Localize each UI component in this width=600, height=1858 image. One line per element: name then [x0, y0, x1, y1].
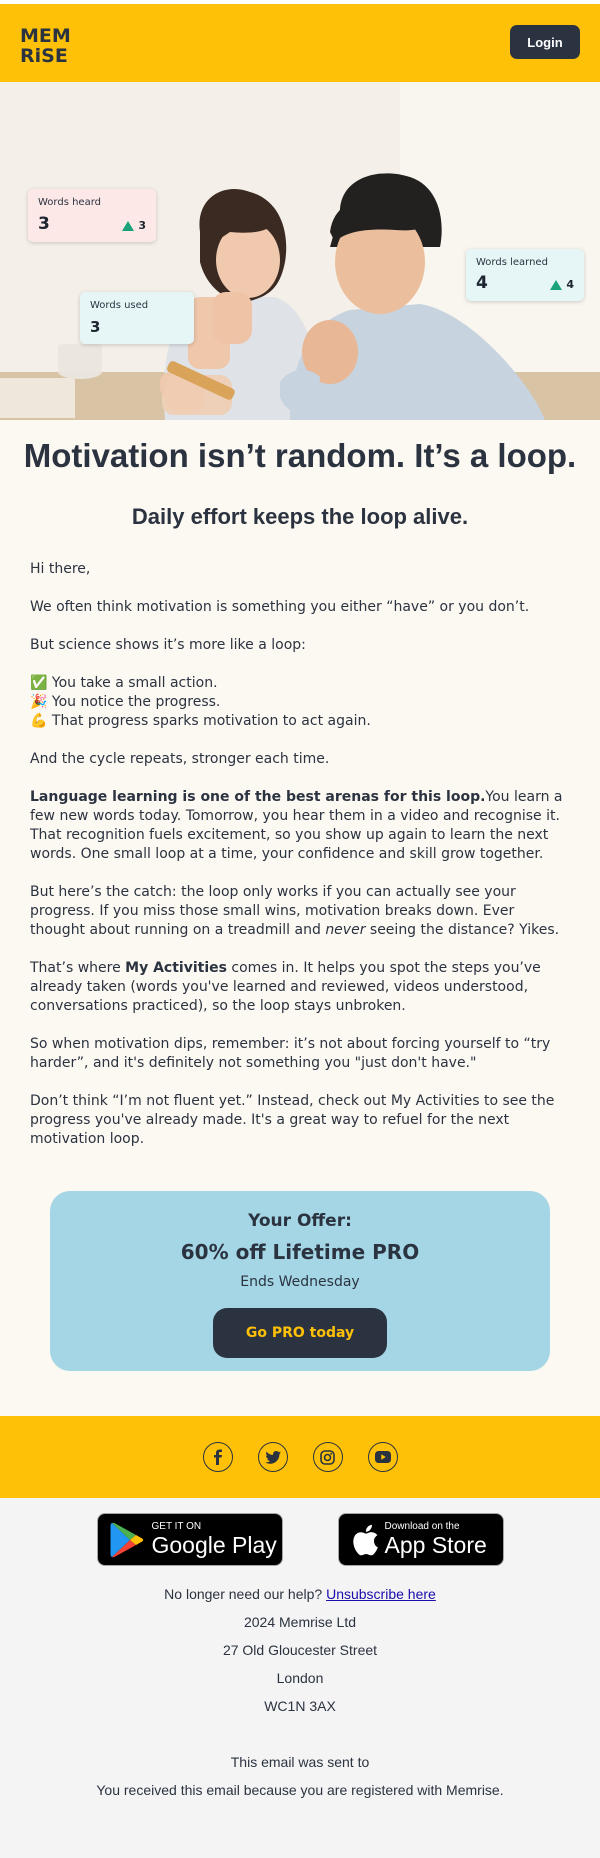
paragraph-1: We often think motivation is something you either “have” or you don’t. [30, 599, 530, 615]
greeting: Hi there, [30, 561, 91, 577]
offer-card [50, 1191, 550, 1371]
offer-ends: Ends Wednesday [240, 1274, 360, 1290]
store-badges [0, 1513, 600, 1566]
google-play-small-text: GET IT ON [151, 1521, 202, 1532]
loop-list [30, 674, 570, 731]
paragraph-2: But science shows it’s more like a loop: [30, 637, 306, 653]
reason-text: You received this email because you are registered with Memrise. [96, 1782, 504, 1798]
header [0, 4, 600, 82]
app-store-big-text: App Store [384, 1532, 487, 1558]
card-value: 3 [38, 214, 50, 234]
paragraph-4-bold: Language learning is one of the best arenas for this loop. [30, 789, 486, 805]
hero-image [0, 82, 600, 420]
muscle-icon: 💪 [30, 713, 48, 729]
logo-line1: MEM [20, 25, 71, 47]
loop-step-1: You take a small action. [51, 675, 218, 691]
card-delta [122, 219, 146, 232]
party-icon: 🎉 [30, 694, 48, 710]
email-body [0, 560, 600, 1185]
youtube-icon[interactable] [368, 1442, 398, 1472]
address-city: London [276, 1670, 324, 1686]
sent-to-text: This email was sent to [230, 1754, 370, 1770]
apple-icon [351, 1523, 379, 1557]
google-play-badge[interactable] [97, 1513, 283, 1566]
app-store-small-text: Download on the [384, 1521, 460, 1532]
words-used-card [80, 292, 194, 344]
paragraph-4 [30, 788, 570, 864]
delta-value: 4 [566, 278, 574, 291]
twitter-icon[interactable] [258, 1442, 288, 1472]
address-street: 27 Old Gloucester Street [222, 1642, 378, 1658]
my-activities-text: My Activities [125, 960, 227, 976]
paragraph-7: So when motivation dips, remember: it’s not about forcing yourself to “try harder”, and it's definitely not something you "just don't have." [30, 1036, 551, 1071]
memrise-logo[interactable] [20, 26, 71, 66]
paragraph-8: Don’t think “I’m not fluent yet.” Instead, check out My Activities to see the progress you've already made. It's a great way to refuel for the next motivation loop. [30, 1093, 555, 1147]
paragraph-5-a: But here’s the catch: the loop only works if you can actually see your progress. If you miss those small wins, motivation breaks down. Ever thought about running on a treadmill and [30, 884, 516, 938]
card-label: Words learned [476, 257, 548, 268]
headline: Motivation isn’t random. It’s a loop. [0, 420, 600, 476]
paragraph-6-b: comes in. It helps you spot the steps you’ve already taken (words you've learned and reviewed, videos understood, conversations practiced), so the loop stays unbroken. [30, 960, 541, 1014]
words-learned-card [466, 249, 584, 301]
login-button[interactable]: Login [510, 25, 580, 59]
paragraph-5 [30, 883, 570, 940]
paragraph-6-a: That’s where [30, 960, 126, 976]
offer-section [0, 1185, 600, 1416]
google-play-big-text: Google Play [151, 1532, 277, 1558]
card-delta [550, 278, 574, 291]
up-arrow-icon [550, 280, 562, 290]
google-play-icon [108, 1520, 146, 1560]
logo-line2: RiSE [20, 45, 68, 67]
loop-step-3: That progress sparks motivation to act again. [51, 713, 371, 729]
card-value: 4 [476, 273, 488, 293]
loop-step-2: You notice the progress. [51, 694, 221, 710]
words-heard-card [28, 189, 156, 242]
unsubscribe-line [0, 1580, 600, 1608]
unsubscribe-prefix: No longer need our help? [164, 1586, 327, 1602]
card-label: Words used [90, 300, 149, 311]
subheadline: Daily effort keeps the loop alive. [0, 476, 600, 560]
go-pro-button[interactable]: Go PRO today [213, 1308, 387, 1358]
company-name: 2024 Memrise Ltd [243, 1614, 357, 1630]
paragraph-6 [30, 959, 570, 1016]
footer [0, 1498, 600, 1858]
up-arrow-icon [122, 221, 134, 231]
delta-value: 3 [138, 219, 146, 232]
facebook-icon[interactable] [203, 1442, 233, 1472]
instagram-icon[interactable] [313, 1442, 343, 1472]
address-postcode: WC1N 3AX [264, 1698, 336, 1714]
check-icon: ✅ [30, 675, 48, 691]
paragraph-4-rest: You learn a few new words today. Tomorrow, you hear them in a video and recognise it. That recognition fuels excitement, so you show up again to learn the next words. One small loop at a time, your confidence and skill grow together. [30, 789, 563, 862]
offer-deal: 60% off Lifetime PRO [180, 1240, 420, 1264]
social-bar [0, 1416, 600, 1498]
unsubscribe-link[interactable]: Unsubscribe here [326, 1586, 436, 1602]
app-store-badge[interactable] [338, 1513, 504, 1566]
card-label: Words heard [38, 197, 101, 208]
paragraph-3: And the cycle repeats, stronger each time. [30, 751, 330, 767]
paragraph-5-italic: never [325, 922, 366, 938]
offer-title: Your Offer: [248, 1211, 352, 1231]
card-value: 3 [90, 318, 101, 336]
paragraph-5-b: seeing the distance? Yikes. [365, 922, 560, 938]
